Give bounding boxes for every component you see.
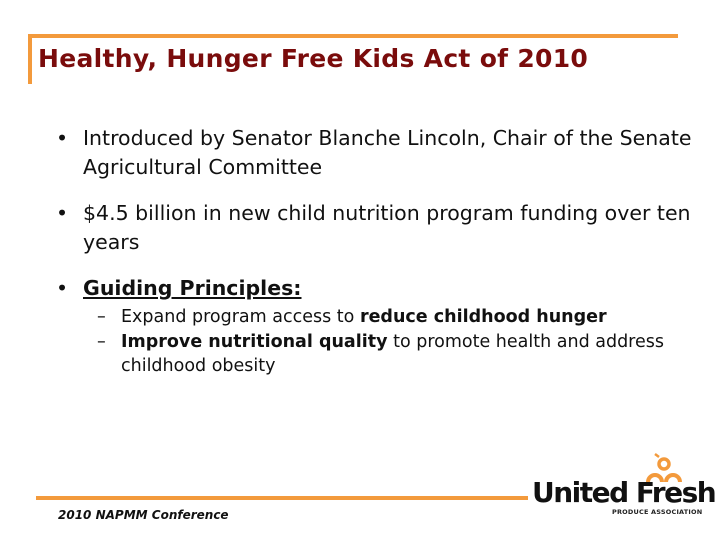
sub-bullet-list <box>83 305 716 379</box>
footer-line <box>36 496 528 500</box>
footer-text: 2010 NAPMM Conference <box>58 508 229 522</box>
bullet-item <box>56 274 716 379</box>
united-fresh-logo <box>532 450 716 520</box>
bold-text: Improve nutritional quality <box>121 331 388 352</box>
title-frame-top <box>28 34 678 38</box>
title-frame-left <box>28 34 32 84</box>
logo-subtitle: PRODUCE ASSOCIATION <box>612 508 703 516</box>
text: to promote health and address childhood obesity <box>121 331 664 376</box>
bold-text: reduce childhood hunger <box>359 307 607 327</box>
bullet-list <box>56 124 716 396</box>
logo-name: United Fresh <box>532 476 716 509</box>
guiding-principles-heading: Guiding Principles: <box>83 276 302 300</box>
sub-bullet-item <box>89 330 716 379</box>
text: Expand program access to <box>121 307 360 327</box>
bullet-item: • Introduced by Senator Blanche Lincoln, Chair of the Senate Agricultural Committee <box>56 124 716 182</box>
slide-title: Healthy, Hunger Free Kids Act of 2010 <box>38 44 589 73</box>
sub-bullet-item <box>89 305 716 330</box>
bullet-item: • $4.5 billion in new child nutrition program funding over ten years <box>56 199 716 257</box>
